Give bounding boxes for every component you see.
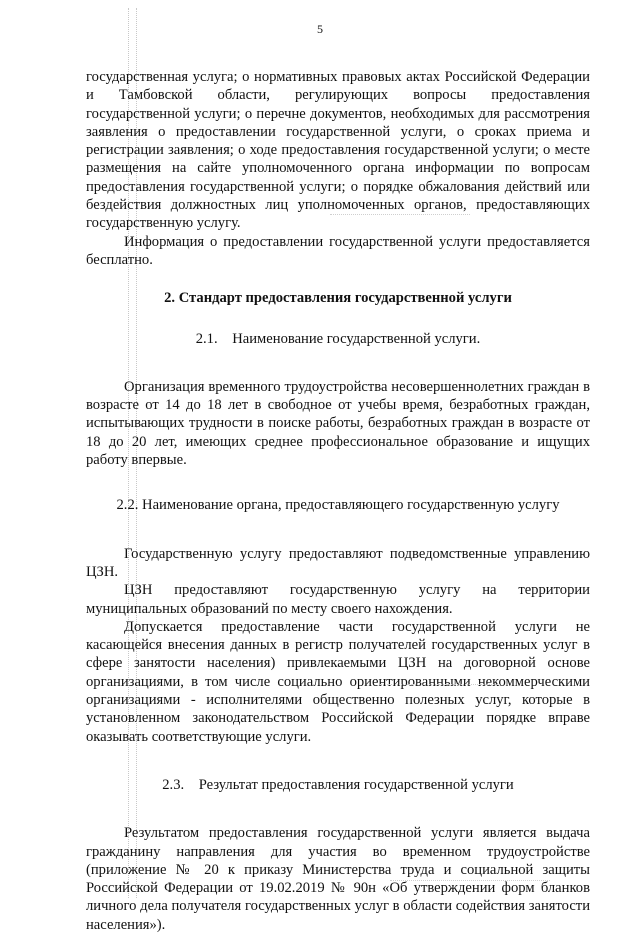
section-2-2-paragraph-3: Допускается предоставление части государственной услуги не касающейся внесения данных в регистр получателей государственных услуг в сфере занятости населения) привлекаемыми ЦЗН на договорной основе организациями, в том числе социально ориентированными некоммерческими организациями - исполнителями общественно полезных услуг, которые в установленном законодательством Российской Федерации порядке вправе оказывать соответствующие услуги. (86, 618, 590, 745)
free-info-paragraph: Информация о предоставлении государственной услуги предоставляется бесплатно. (86, 233, 590, 268)
section-2-1-heading: 2.1. Наименование государственной услуги. (195, 330, 481, 347)
section-2-heading: 2. Стандарт предоставления государственной услуги (164, 290, 512, 307)
scan-noise-mark (380, 684, 500, 686)
section-2-2-paragraph-1: Государственную услугу предоставляют подведомственные управлению ЦЗН. (86, 545, 590, 580)
section-2-2-paragraph-2: ЦЗН предоставляют государственную услугу на территории муниципальных образований по месту своего нахождения. (86, 582, 590, 617)
section-2-3-paragraph: Результатом предоставления государственной услуги является выдача гражданину направления для участия во временном трудоустройстве (приложение № 20 к приказу Министерства труда и социальной защиты Российской Федерации от 19.02.2019 № 90н «Об утверждении форм бланков личного дела получателя государственных услуг в области содействия занятости населения»). (86, 825, 590, 933)
section-2-3-heading: 2.3. Результат предоставления государственной услуги (162, 776, 514, 793)
scan-noise-mark (390, 880, 550, 882)
section-2-2-heading: 2.2. Наименование органа, предоставляющего государственную услугу (116, 497, 560, 514)
scan-noise-mark (330, 214, 470, 216)
section-2-1-paragraph: Организация временного трудоустройства несовершеннолетних граждан в возрасте от 14 до 18 лет в свободное от учебы время, безработных граждан, испытывающих трудности в поиске работы, безработных граждан в возрасте от 18 до 20 лет, имеющих среднее профессиональное образование и ищущих работу впервые. (86, 378, 590, 469)
page-number: 5 (317, 22, 323, 36)
intro-continuation-paragraph: государственная услуга; о нормативных правовых актах Российской Федерации и Тамбовской области, регулирующих вопросы предоставления государственной услуги; о перечне документов, необходимых для рассмотрения заявления о предоставлении государственной услуги, о сроках приема и регистрации заявления; о ходе предоставления государственной услуги; о месте размещения на сайте уполномоченного органа информации по вопросам предоставления государственной услуги; о порядке обжалования действий или бездействия должностных лиц уполномоченных органов, предоставляющих государственную услугу. (86, 69, 590, 232)
document-body (86, 68, 590, 934)
